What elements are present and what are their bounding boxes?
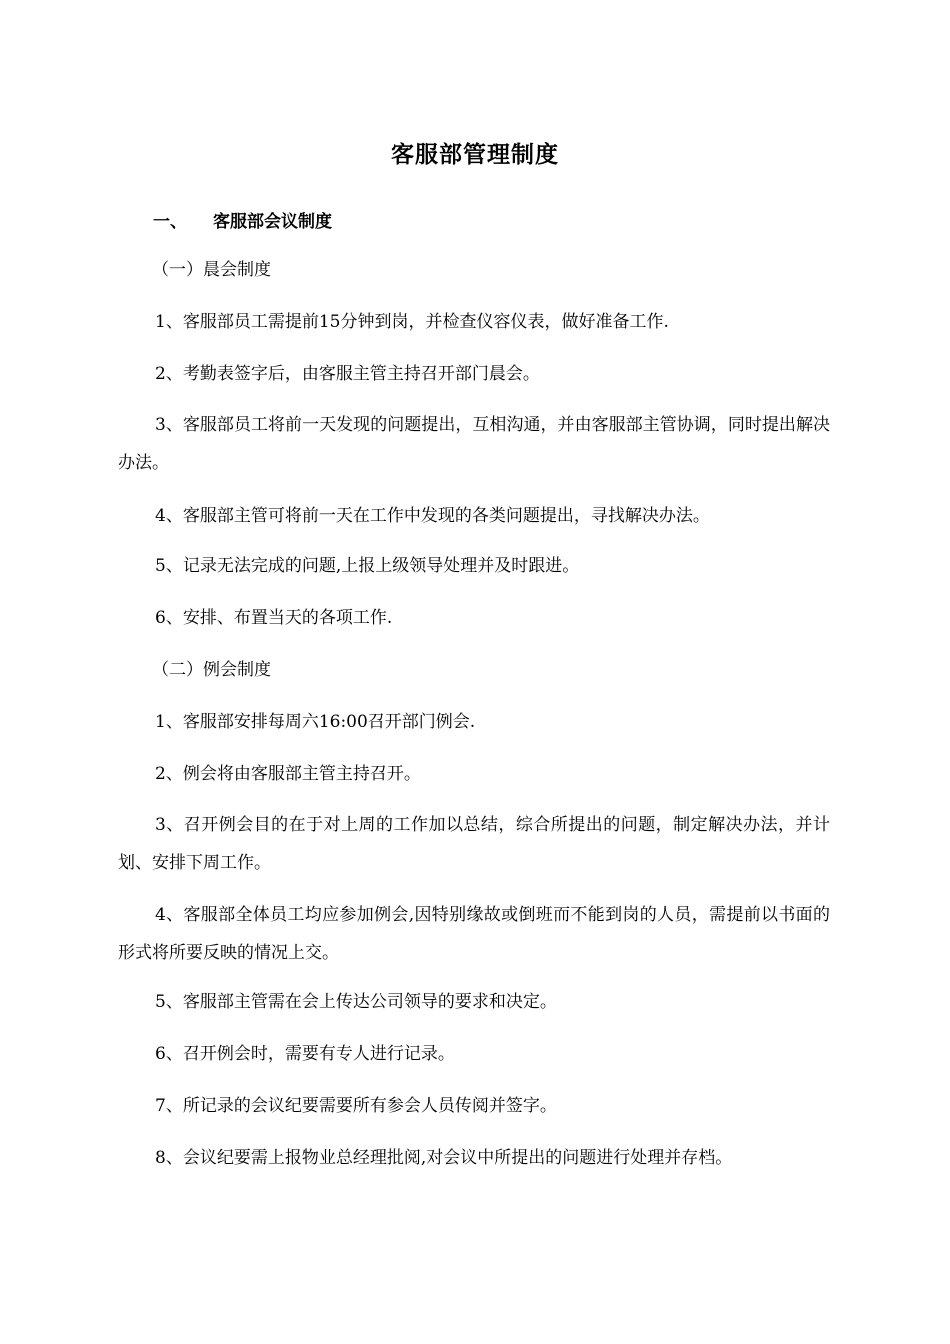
regular-item-4: 4、客服部全体员工均应参加例会,因特别缘故或倒班而不能到岗的人员，需提前以书面的形式将所要反映的情况上交。 [118, 905, 830, 963]
document-title: 客服部管理制度 [391, 142, 559, 168]
subsection-heading-regular: （二）例会制度 [152, 660, 271, 680]
regular-item-7: 7、所记录的会议纪要需要所有参会人员传阅并签字。 [155, 1096, 557, 1116]
section-title: 客服部会议制度 [213, 212, 332, 232]
regular-item-5: 5、客服部主管需在会上传达公司领导的要求和决定。 [155, 992, 557, 1012]
morning-item-5: 5、记录无法完成的问题,上报上级领导处理并及时跟进。 [155, 556, 580, 576]
morning-item-2: 2、考勤表签字后，由客服主管主持召开部门晨会。 [155, 364, 540, 384]
regular-item-8: 8、会议纪要需上报物业总经理批阅,对会议中所提出的问题进行处理并存档。 [155, 1148, 733, 1168]
morning-item-6: 6、安排、布置当天的各项工作. [155, 608, 393, 628]
section-heading [153, 207, 332, 232]
regular-item-6: 6、召开例会时，需要有专人进行记录。 [155, 1044, 455, 1064]
regular-item-1: 1、客服部安排每周六16:00召开部门例会. [155, 712, 476, 732]
regular-item-3: 3、召开例会目的在于对上周的工作加以总结，综合所提出的问题，制定解决办法，并计划、安排下周工作。 [118, 815, 830, 873]
morning-item-4: 4、客服部主管可将前一天在工作中发现的各类问题提出，寻找解决办法。 [155, 506, 710, 526]
regular-item-2: 2、例会将由客服部主管主持召开。 [155, 764, 421, 784]
morning-item-1: 1、客服部员工需提前15分钟到岗，并检查仪容仪表，做好准备工作. [155, 312, 669, 332]
section-number: 一、 [153, 212, 187, 232]
subsection-heading-morning: （一）晨会制度 [152, 260, 271, 280]
morning-item-3: 3、客服部员工将前一天发现的问题提出，互相沟通，并由客服部主管协调，同时提出解决办法。 [118, 415, 830, 473]
